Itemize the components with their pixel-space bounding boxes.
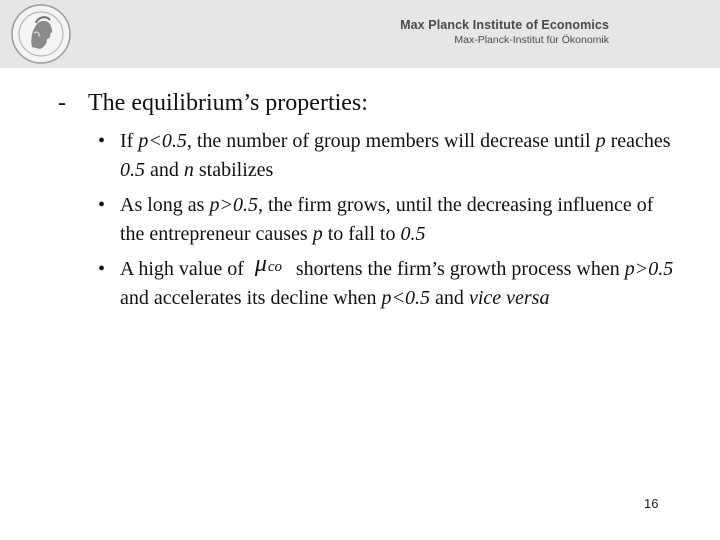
math-term: p bbox=[595, 130, 606, 152]
bullet-symbol: • bbox=[98, 194, 106, 216]
institute-name: Max Planck Institute of Economics bbox=[400, 18, 609, 32]
text-run: stabilizes bbox=[193, 159, 274, 181]
math-term: p<0.5 bbox=[138, 130, 187, 152]
text-run: A high value of bbox=[120, 258, 249, 280]
bullet-list bbox=[98, 127, 678, 319]
text-run: , the firm grows, until the decreasing influence of the entrepreneur causes bbox=[120, 194, 654, 245]
bullet-item-2 bbox=[98, 191, 678, 249]
text-run: shortens the firm’s growth process when bbox=[290, 258, 625, 280]
main-point-text: The equilibrium’s properties: bbox=[88, 90, 368, 116]
header-bar bbox=[0, 0, 720, 68]
math-term: p bbox=[312, 223, 323, 245]
math-term: 0.5 bbox=[400, 223, 426, 245]
bullet-item-1 bbox=[98, 127, 678, 185]
page-number: 16 bbox=[644, 496, 659, 511]
bullet-symbol: • bbox=[98, 130, 106, 152]
mu-subscript: co bbox=[267, 259, 283, 275]
text-run: and accelerates its decline when bbox=[120, 287, 382, 309]
mu-co-symbol bbox=[249, 251, 291, 277]
bullet-item-3 bbox=[98, 251, 678, 313]
math-term: p>0.5 bbox=[624, 258, 674, 280]
text-run: and bbox=[430, 287, 469, 309]
text-run: If bbox=[120, 130, 139, 152]
text-run: As long as bbox=[120, 194, 210, 216]
text-run: reaches bbox=[605, 130, 671, 152]
text-run: and bbox=[145, 159, 184, 181]
institute-subtitle: Max-Planck-Institut für Ökonomik bbox=[454, 34, 609, 46]
math-term: 0.5 bbox=[120, 159, 145, 181]
math-term: p<0.5 bbox=[381, 287, 431, 309]
main-point-dash: - bbox=[58, 90, 66, 116]
text-run: to fall to bbox=[322, 223, 401, 245]
math-term: n bbox=[183, 159, 194, 181]
bullet-symbol: • bbox=[98, 258, 106, 280]
text-run: , the number of group members will decrease until bbox=[186, 130, 596, 152]
mu-glyph: μ bbox=[254, 251, 267, 277]
math-term: vice versa bbox=[468, 287, 550, 309]
math-term: p>0.5 bbox=[209, 194, 258, 216]
minerva-seal-icon bbox=[10, 3, 72, 65]
